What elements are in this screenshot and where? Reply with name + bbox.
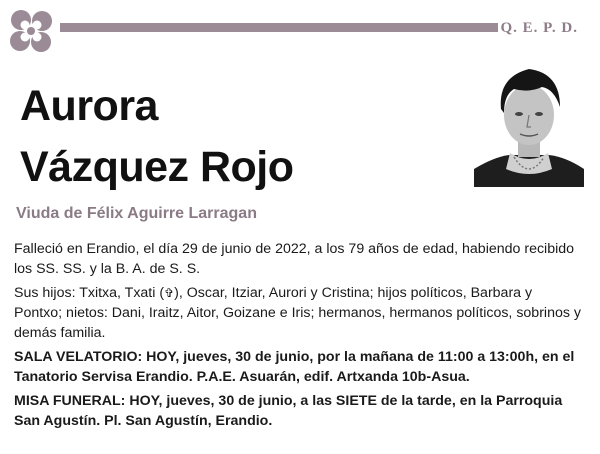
family-paragraph: [14, 283, 584, 343]
death-paragraph: Falleció en Erandio, el día 29 de junio de 2022, a los 79 años de edad, habiendo recibido los SS. SS. y la B. A. de S. S.: [14, 241, 575, 277]
family-text-end: ), Oscar, Itziar, Aurori y Cristina; hijos políticos, Barbara y Pontxo; nietos: Dani, Iraitz, Aitor, Goizane e Iris; hermanos, hermanos políticos, sobrinos y demás familia.: [14, 285, 581, 341]
deceased-surnames: Vázquez Rojo: [20, 143, 294, 191]
deceased-first-name: Aurora: [20, 82, 158, 130]
wake-paragraph: SALA VELATORIO: HOY, jueves, 30 de junio, por la mañana de 11:00 a 13:00h, en el Tanatorio Servisa Erandio. P.A.E. Asuarán, edif. Artxanda 10b-Asua.: [14, 349, 575, 385]
funeral-paragraph: MISA FUNERAL: HOY, jueves, 30 de junio, a las SIETE de la tarde, en la Parroquia San Agustín. Pl. San Agustín, Erandio.: [14, 393, 563, 429]
deceased-portrait: [474, 57, 584, 187]
cross-icon: ✞: [164, 286, 175, 300]
notice-body: [14, 239, 584, 435]
lauburu-icon: [6, 6, 56, 56]
qepd-label: Q. E. P. D.: [500, 20, 578, 36]
header-rule: [60, 23, 498, 32]
spouse-line: Viuda de Félix Aguirre Larragan: [16, 205, 257, 222]
family-text-start: Sus hijos: Txitxa, Txati (: [14, 285, 165, 301]
